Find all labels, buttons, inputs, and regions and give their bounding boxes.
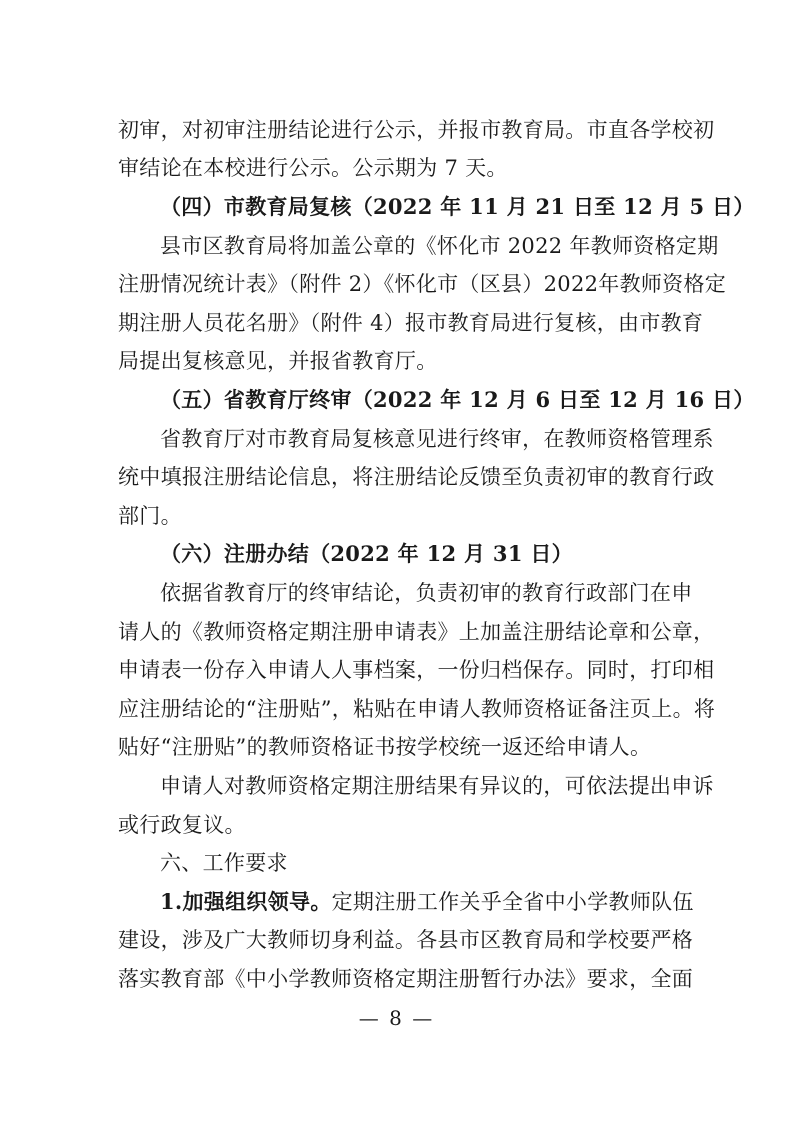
paragraph-line: 期注册人员花名册》（附件 4）报市教育局进行复核，由市教育 bbox=[118, 311, 704, 335]
paragraph-text: 定期注册工作关乎全省中小学教师队伍 bbox=[331, 890, 694, 914]
paragraph-line: 申请表一份存入申请人人事档案，一份归档保存。同时，打印相 bbox=[118, 658, 715, 682]
paragraph-line: 建设，涉及广大教师切身利益。各县市区教育局和学校要严格 bbox=[118, 928, 694, 952]
paragraph-line: 注册情况统计表》（附件 2）《怀化市（区县）2022年教师资格定 bbox=[118, 272, 727, 296]
paragraph-line: 统中填报注册结论信息，将注册结论反馈至负责初审的教育行政 bbox=[118, 465, 715, 489]
paragraph-line: 县市区教育局将加盖公章的《怀化市 2022 年教师资格定期 bbox=[160, 234, 719, 258]
paragraph-line: 贴好“注册贴”的教师资格证书按学校统一返还给申请人。 bbox=[118, 735, 652, 759]
paragraph-line: 落实教育部《中小学教师资格定期注册暂行办法》要求，全面 bbox=[118, 967, 694, 991]
section-heading-4: （四）市教育局复核（2022 年 11 月 21 日至 12 月 5 日） bbox=[160, 194, 755, 219]
paragraph-line: 省教育厅对市教育局复核意见进行终审，在教师资格管理系 bbox=[160, 427, 714, 451]
paragraph-line: 审结论在本校进行公示。公示期为 7 天。 bbox=[118, 156, 508, 180]
paragraph-line: 请人的《教师资格定期注册申请表》上加盖注册结论章和公章， bbox=[118, 620, 715, 644]
paragraph-line: 局提出复核意见，并报省教育厅。 bbox=[118, 349, 438, 373]
paragraph-line: 部门。 bbox=[118, 504, 182, 528]
paragraph-line: 应注册结论的“注册贴”，粘贴在申请人教师资格证备注页上。将 bbox=[118, 697, 716, 721]
paragraph-line: 依据省教育厅的终审结论，负责初审的教育行政部门在申 bbox=[160, 581, 693, 605]
paragraph-line: 初审，对初审注册结论进行公示，并报市教育局。市直各学校初 bbox=[118, 118, 715, 142]
chapter-heading: 六、工作要求 bbox=[160, 851, 288, 875]
section-heading-5: （五）省教育厅终审（2022 年 12 月 6 日至 12 月 16 日） bbox=[160, 387, 755, 412]
page-number: — 8 — bbox=[358, 1006, 435, 1030]
run-in-heading: 1.加强组织领导。 bbox=[160, 889, 332, 914]
paragraph-line: 申请人对教师资格定期注册结果有异议的，可依法提出申诉 bbox=[160, 774, 714, 798]
section-heading-6: （六）注册办结（2022 年 12 月 31 日） bbox=[160, 541, 573, 566]
paragraph-line: 或行政复议。 bbox=[118, 813, 246, 837]
paragraph-line bbox=[160, 889, 694, 915]
